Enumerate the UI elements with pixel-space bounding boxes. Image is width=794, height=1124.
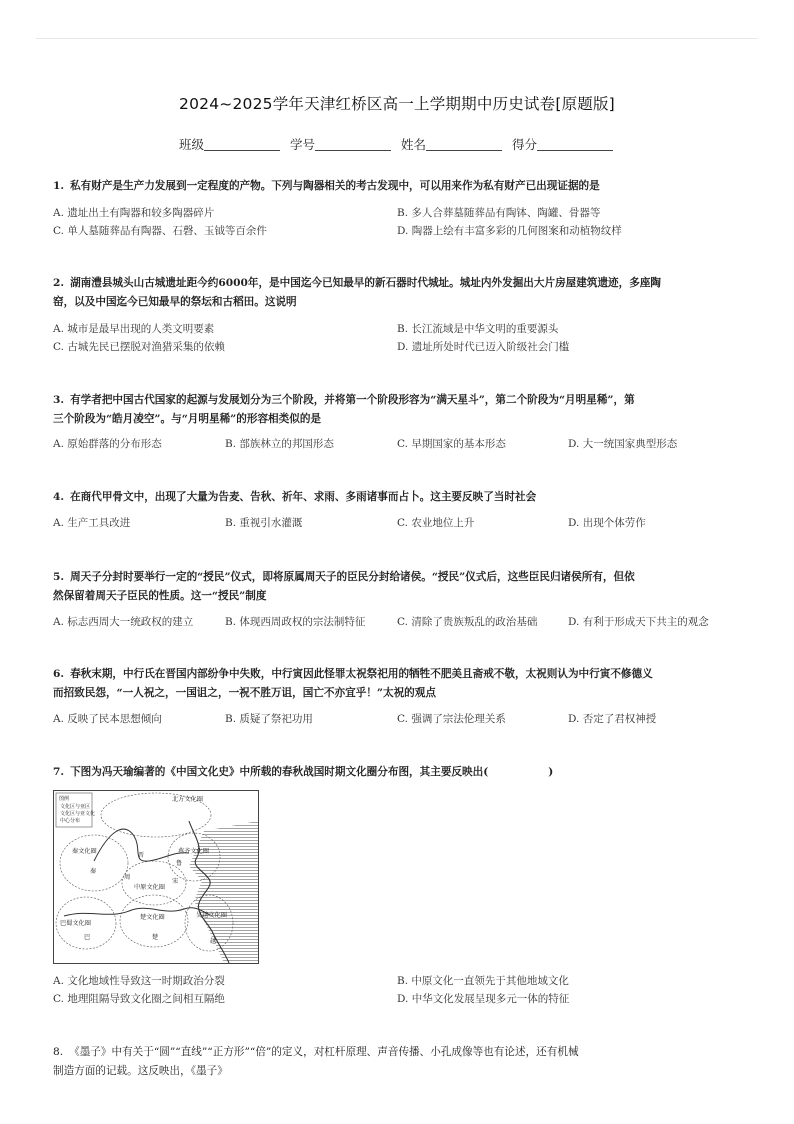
label-yue: 越 xyxy=(210,938,217,945)
q3-option-b: B. 部族林立的邦国形态 xyxy=(225,438,334,450)
q3-option-d: D. 大一统国家典型形态 xyxy=(568,438,678,450)
question-5 xyxy=(53,568,743,606)
q6-option-c: C. 强调了宗法伦理关系 xyxy=(397,713,506,725)
label-chu-city: 楚 xyxy=(152,934,159,941)
question-8 xyxy=(53,1043,743,1081)
name-label: 姓名 xyxy=(400,137,426,152)
question-4 xyxy=(53,488,743,507)
q3-option-c: C. 早期国家的基本形态 xyxy=(397,438,506,450)
q4-option-b: B. 重视引水灌溉 xyxy=(225,517,303,529)
q6-option-a: A. 反映了民本思想倾向 xyxy=(53,713,162,725)
question-number: 5. xyxy=(53,571,65,583)
question-text: 周天子分封时要举行一定的“授民”仪式，即将原属周天子的臣民分封给诸侯。“授民”仪式后，这些臣民归诸侯所有，但依 xyxy=(70,571,635,583)
question-text: 下图为冯天瑜编著的《中国文化史》中所载的春秋战国时期文化圈分布图，其主要反映出( xyxy=(70,766,489,778)
question-text-cont: 窑，以及中国迄今已知最早的祭坛和古稻田。这说明 xyxy=(53,296,297,308)
question-number: 2. xyxy=(53,277,65,289)
question-text: 私有财产是生产力发展到一定程度的产物。下列与陶器相关的考古发现中，可以用来作为私有财产已出现证据的是 xyxy=(70,180,600,192)
page-title: 2024~2025学年天津红桥区高一上学期期中历史试卷[原题版] xyxy=(179,95,615,113)
question-text-close: ) xyxy=(548,766,554,778)
legend-title: 图例 xyxy=(59,796,70,802)
class-label: 班级 xyxy=(178,137,204,152)
question-text: 在商代甲骨文中，出现了大量为告麦、告秋、祈年、求雨、多雨诸事而占卜。这主要反映了当时社会 xyxy=(70,491,537,503)
q1-option-a: A. 遗址出土有陶器和较多陶器碎片 xyxy=(53,207,215,219)
sea-area xyxy=(189,821,258,963)
student-info-row xyxy=(0,135,794,153)
score-blank xyxy=(537,140,613,151)
question-2 xyxy=(53,274,743,312)
question-text-cont: 而招致民怨，“一人祝之，一国诅之，一祝不胜万诅，国亡不亦宜乎！”太祝的观点 xyxy=(53,687,436,699)
question-1 xyxy=(53,177,743,196)
question-text-cont: 制造方面的记载。这反映出，《墨子》 xyxy=(53,1065,228,1077)
label-qin-city: 秦 xyxy=(90,868,97,875)
question-text: 《墨子》中有关于“圆”“直线”“正方形”“倍”的定义，对杠杆原理、声音传播、小孔成像等也有论述，还有机械 xyxy=(69,1046,579,1058)
question-number: 1. xyxy=(53,180,65,192)
q2-option-d: D. 遗址所处时代已迈入阶级社会门槛 xyxy=(397,341,570,353)
q5-option-a: A. 标志西周大一统政权的建立 xyxy=(53,616,194,628)
q5-option-d: D. 有利于形成天下共主的观念 xyxy=(568,616,709,628)
q1-option-d: D. 陶器上绘有丰富多彩的几何图案和动植物纹样 xyxy=(397,225,622,237)
name-blank xyxy=(426,140,502,151)
q6-option-d: D. 否定了君权神授 xyxy=(568,713,657,725)
label-zhongyuan: 中原文化圈 xyxy=(134,884,165,891)
q5-option-c: C. 清除了贵族叛乱的政治基础 xyxy=(397,616,538,628)
question-text: 湖南澧县城头山古城遗址距今约6000年，是中国迄今已知最早的新石器时代城址。城址内外发掘出大片房屋建筑遗迹，多座陶 xyxy=(70,277,662,289)
label-yanqi: 燕齐文化圈 xyxy=(178,848,209,855)
q4-option-c: C. 农业地位上升 xyxy=(397,517,475,529)
label-lu: 鲁 xyxy=(176,860,183,867)
question-text-cont: 三个阶段为“皓月凌空”。与“月明星稀”的形容相类似的是 xyxy=(53,413,322,425)
question-number: 8. xyxy=(53,1046,64,1058)
label-jin: 晋 xyxy=(138,852,145,859)
q2-option-c: C. 古城先民已摆脱对渔猎采集的依赖 xyxy=(53,341,225,353)
legend-item: 文化区与亚区 xyxy=(60,804,91,810)
number-label: 学号 xyxy=(289,137,315,152)
label-chu: 楚文化圈 xyxy=(140,914,165,921)
question-text: 有学者把中国古代国家的起源与发展划分为三个阶段，并将第一个阶段形容为“满天星斗”，第二个阶段为“月明星稀”，第 xyxy=(70,394,635,406)
circle-qin xyxy=(60,835,131,891)
q5-option-b: B. 体现西周政权的宗法制特征 xyxy=(225,616,366,628)
q1-option-c: C. 单人墓随葬品有陶器、石磬、玉钺等百余件 xyxy=(53,225,267,237)
label-bashu: 巴蜀文化圈 xyxy=(60,920,91,927)
legend-item-3: 中心分布 xyxy=(60,818,81,824)
q7-option-d: D. 中华文化发展呈现多元一体的特征 xyxy=(397,993,570,1005)
label-song: 宋 xyxy=(172,878,179,885)
q4-option-a: A. 生产工具改进 xyxy=(53,517,131,529)
culture-circle-map xyxy=(53,790,259,964)
label-wuyue: 吴越文化圈 xyxy=(196,912,227,919)
top-divider xyxy=(36,38,758,39)
question-text-cont: 然保留着周天子臣民的性质。这一“授民”制度 xyxy=(53,590,267,602)
question-7 xyxy=(53,763,743,782)
label-ba: 巴 xyxy=(84,934,91,941)
q4-option-d: D. 出现个体劳作 xyxy=(568,517,646,529)
question-3 xyxy=(53,391,743,429)
question-text: 春秋末期，中行氏在晋国内部纷争中失败，中行寅因此怪罪太祝祭祀用的牺牲不肥美且斋戒不敬，太祝则认为中行寅不修德义 xyxy=(70,668,653,680)
question-number: 7. xyxy=(53,766,65,778)
question-number: 4. xyxy=(53,491,65,503)
score-label: 得分 xyxy=(511,137,537,152)
q3-option-a: A. 原始群落的分布形态 xyxy=(53,438,162,450)
question-6 xyxy=(53,665,743,703)
question-number: 6. xyxy=(53,668,65,680)
q6-option-b: B. 质疑了祭祀功用 xyxy=(225,713,313,725)
q1-option-b: B. 多人合葬墓随葬品有陶钵、陶罐、骨器等 xyxy=(397,207,601,219)
label-north: 北方文化圈 xyxy=(172,796,203,803)
q7-option-b: B. 中原文化一直领先于其他地域文化 xyxy=(397,975,569,987)
question-number: 3. xyxy=(53,394,65,406)
map-figure xyxy=(54,791,258,963)
q2-option-b: B. 长江流域是中华文明的重要源头 xyxy=(397,323,559,335)
label-qin: 秦文化圈 xyxy=(72,848,97,855)
label-zhou: 周 xyxy=(124,874,131,881)
number-blank xyxy=(315,140,391,151)
q2-option-a: A. 城市是最早出现的人类文明要素 xyxy=(53,323,215,335)
legend-item-2: 文化区与亚文化 xyxy=(60,811,96,817)
class-blank xyxy=(204,140,280,151)
q7-option-a: A. 文化地域性导致这一时期政治分裂 xyxy=(53,975,225,987)
q7-option-c: C. 地理阻隔导致文化圈之间相互隔绝 xyxy=(53,993,225,1005)
